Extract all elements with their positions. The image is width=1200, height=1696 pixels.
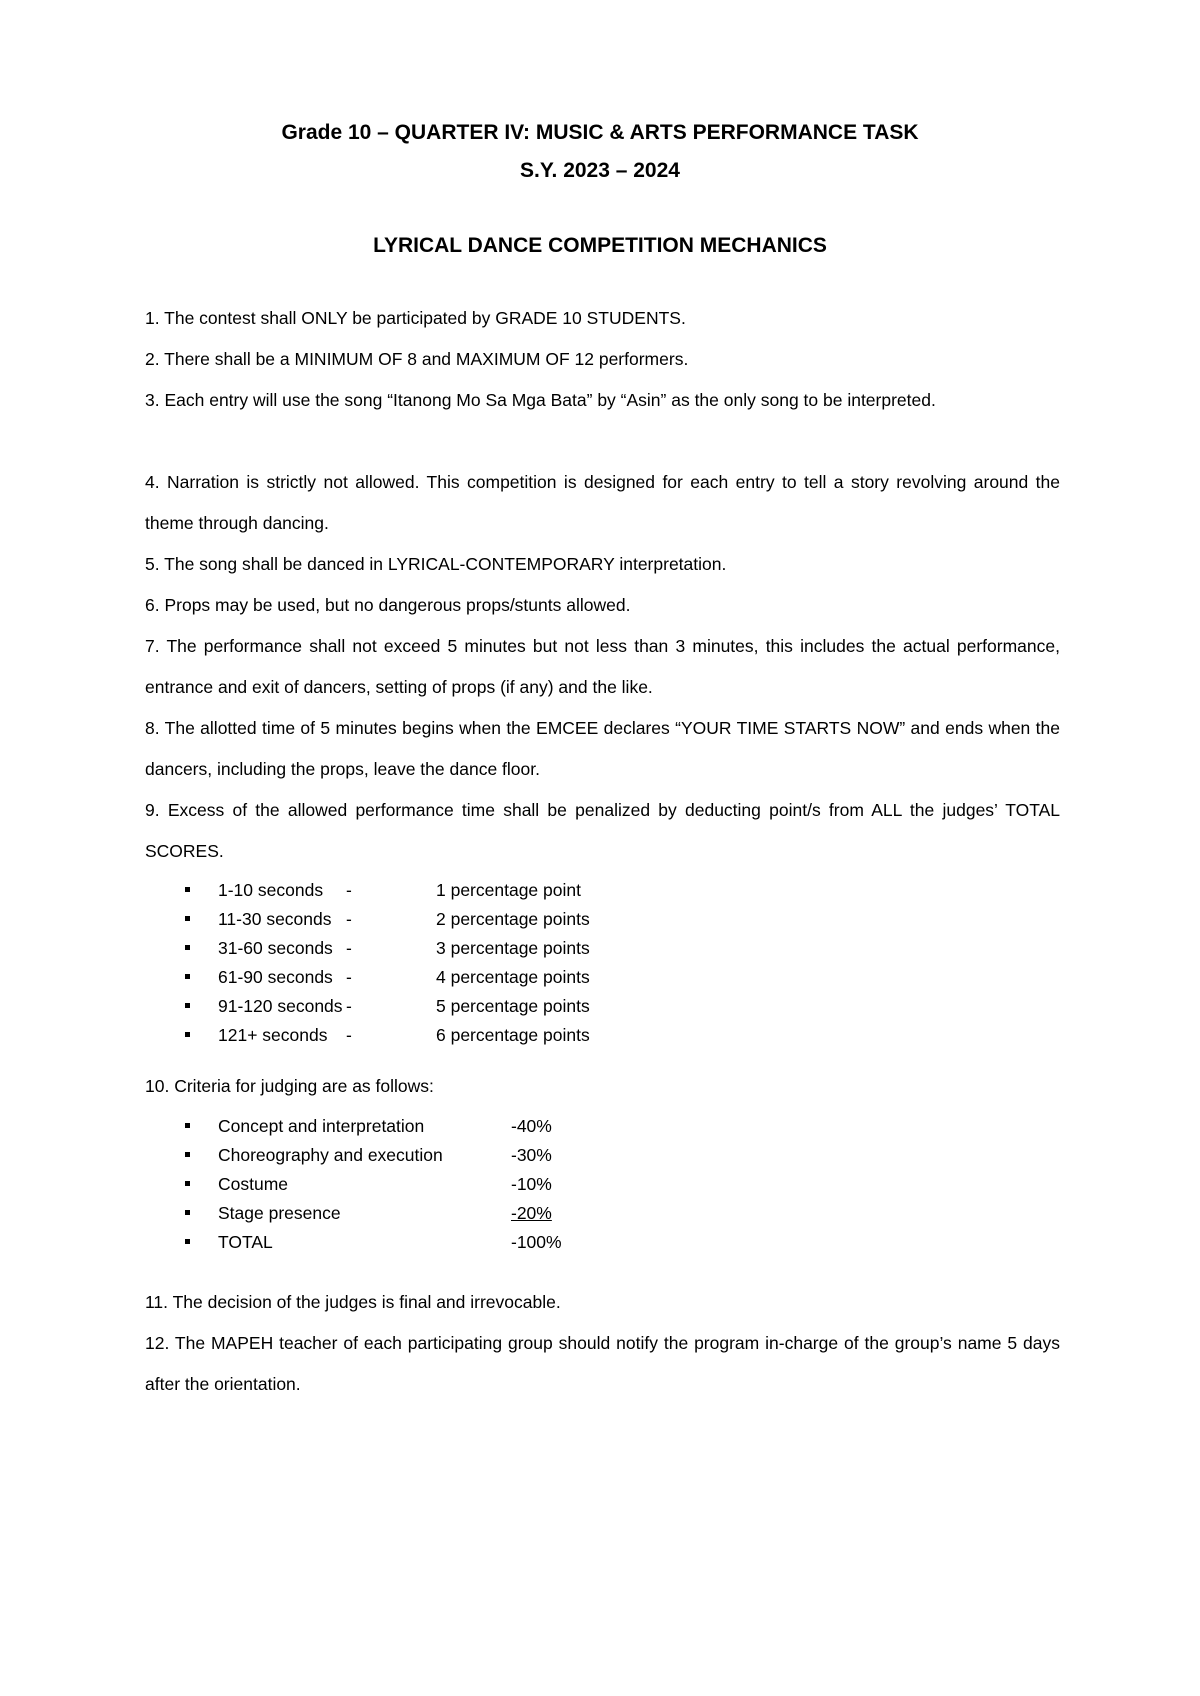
criteria-weight: -20% bbox=[511, 1203, 552, 1223]
criteria-weight: -30% bbox=[511, 1145, 552, 1165]
bullet-icon bbox=[185, 945, 190, 950]
penalty-dash: - bbox=[346, 996, 352, 1016]
rule-2: 2. There shall be a MINIMUM OF 8 and MAXIMUM OF 12 performers. bbox=[145, 349, 689, 369]
penalty-dash: - bbox=[346, 880, 352, 900]
bullet-icon bbox=[185, 1003, 190, 1008]
penalty-row bbox=[185, 963, 685, 992]
rule-3: 3. Each entry will use the song “Itanong Mo Sa Mga Bata” by “Asin” as the only song to be interpreted. bbox=[145, 390, 936, 410]
penalty-points: 6 percentage points bbox=[436, 1025, 590, 1045]
penalty-row bbox=[185, 992, 685, 1021]
penalty-dash: - bbox=[346, 967, 352, 987]
penalty-time: 61-90 seconds bbox=[218, 967, 333, 987]
bullet-icon bbox=[185, 887, 190, 892]
criteria-row bbox=[185, 1228, 635, 1257]
document-title: Grade 10 – QUARTER IV: MUSIC & ARTS PERFORMANCE TASK bbox=[281, 121, 919, 144]
penalty-row bbox=[185, 1021, 685, 1050]
penalty-points: 2 percentage points bbox=[436, 909, 590, 929]
bullet-icon bbox=[185, 916, 190, 921]
penalty-points: 4 percentage points bbox=[436, 967, 590, 987]
rule-5: 5. The song shall be danced in LYRICAL-CONTEMPORARY interpretation. bbox=[145, 554, 727, 574]
bullet-icon bbox=[185, 1210, 190, 1215]
penalty-row bbox=[185, 876, 685, 905]
criteria-weight: -40% bbox=[511, 1116, 552, 1136]
penalty-dash: - bbox=[346, 938, 352, 958]
rule-6: 6. Props may be used, but no dangerous props/stunts allowed. bbox=[145, 595, 631, 615]
penalty-row bbox=[185, 905, 685, 934]
rule-1: 1. The contest shall ONLY be participated by GRADE 10 STUDENTS. bbox=[145, 308, 686, 328]
rule-12: 12. The MAPEH teacher of each participating group should notify the program in-charge of the group’s name 5 days after the orientation. bbox=[145, 1333, 1060, 1394]
criteria-weight: -10% bbox=[511, 1174, 552, 1194]
bullet-icon bbox=[185, 1123, 190, 1128]
rule-11: 11. The decision of the judges is final and irrevocable. bbox=[145, 1292, 561, 1312]
penalty-time: 1-10 seconds bbox=[218, 880, 324, 900]
criteria-name: Costume bbox=[218, 1174, 289, 1194]
bullet-icon bbox=[185, 1181, 190, 1186]
penalty-points: 3 percentage points bbox=[436, 938, 590, 958]
criteria-name: Choreography and execution bbox=[218, 1145, 443, 1165]
criteria-row bbox=[185, 1112, 635, 1141]
criteria-name: Stage presence bbox=[218, 1203, 341, 1223]
penalty-dash: - bbox=[346, 909, 352, 929]
bullet-icon bbox=[185, 1032, 190, 1037]
rule-9: 9. Excess of the allowed performance time shall be penalized by deducting point/s from ALL the judges’ TOTAL SCORES. bbox=[145, 800, 1060, 861]
penalty-points: 1 percentage point bbox=[436, 880, 581, 900]
criteria-name: Concept and interpretation bbox=[218, 1116, 425, 1136]
bullet-icon bbox=[185, 1239, 190, 1244]
rule-10: 10. Criteria for judging are as follows: bbox=[145, 1076, 434, 1096]
penalty-dash: - bbox=[346, 1025, 352, 1045]
penalty-time: 121+ seconds bbox=[218, 1025, 328, 1045]
section-title: LYRICAL DANCE COMPETITION MECHANICS bbox=[373, 234, 827, 257]
penalty-time: 31-60 seconds bbox=[218, 938, 333, 958]
rule-8: 8. The allotted time of 5 minutes begins when the EMCEE declares “YOUR TIME STARTS NOW” and ends when the dancers, including the props, leave the dance floor. bbox=[145, 718, 1060, 779]
criteria-row bbox=[185, 1199, 635, 1228]
penalty-time: 11-30 seconds bbox=[218, 909, 332, 929]
criteria-row bbox=[185, 1170, 635, 1199]
criteria-name: TOTAL bbox=[218, 1232, 273, 1252]
criteria-weight: -100% bbox=[511, 1232, 562, 1252]
penalty-points: 5 percentage points bbox=[436, 996, 590, 1016]
rule-7: 7. The performance shall not exceed 5 minutes but not less than 3 minutes, this includes the actual performance, entrance and exit of dancers, setting of props (if any) and the like. bbox=[145, 636, 1060, 697]
criteria-row bbox=[185, 1141, 635, 1170]
penalty-row bbox=[185, 934, 685, 963]
bullet-icon bbox=[185, 1152, 190, 1157]
penalty-time: 91-120 seconds bbox=[218, 996, 343, 1016]
school-year: S.Y. 2023 – 2024 bbox=[520, 159, 680, 182]
bullet-icon bbox=[185, 974, 190, 979]
rule-4: 4. Narration is strictly not allowed. This competition is designed for each entry to tell a story revolving around the theme through dancing. bbox=[145, 472, 1060, 533]
